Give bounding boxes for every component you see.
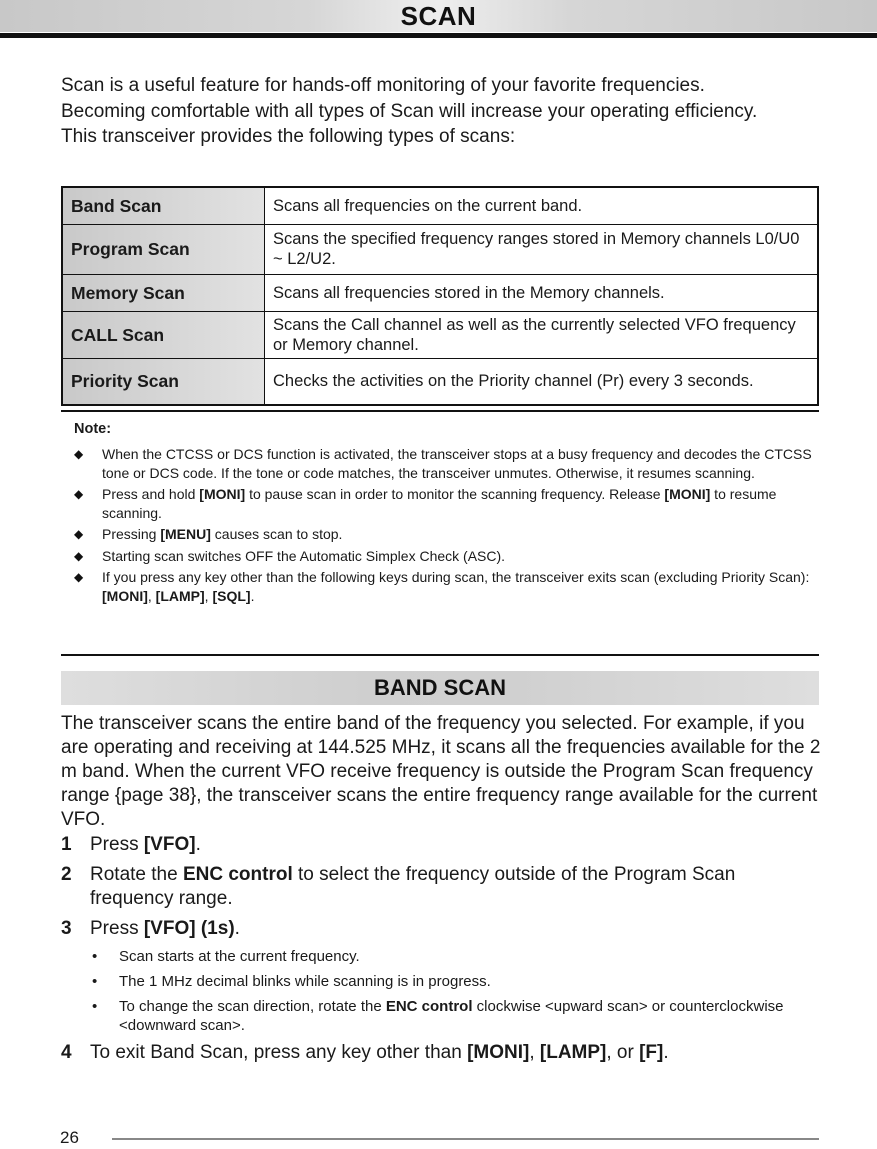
footer-rule xyxy=(112,1138,819,1140)
band-scan-description: The transceiver scans the entire band of the frequency you selected. For example, if you are operating and receiving at 144.525 MHz, it scans all the frequencies available for the 2 m band. When the current VFO receive frequency is outside the Program Scan frequency range {page 38}, the transceiver scans the entire frequency range available for the current VFO. xyxy=(61,713,821,830)
bullet-dot-icon: • xyxy=(92,948,98,965)
list-item xyxy=(74,547,814,566)
step-number: 1 xyxy=(61,834,72,855)
step-number: 4 xyxy=(61,1042,72,1063)
step-text: To exit Band Scan, press any key other than xyxy=(90,1042,468,1063)
intro-paragraph: Becoming comfortable with all types of Scan will increase your operating efficiency. xyxy=(61,100,758,122)
note-text: to pause scan in order to monitor the scanning frequency. Release xyxy=(245,486,665,502)
scan-type-description: Checks the activities on the Priority channel (Pr) every 3 seconds. xyxy=(265,358,819,405)
key-label: [VFO] xyxy=(143,834,196,855)
note-text: If you press any key other than the following keys during scan, the transceiver exits scan (excluding Priority Scan): xyxy=(102,569,810,585)
list-item xyxy=(74,485,814,522)
scan-type-name: Band Scan xyxy=(62,187,265,224)
note-text: . xyxy=(250,587,255,604)
diamond-bullet-icon: ◆ xyxy=(74,548,84,563)
key-label: [MONI] xyxy=(102,587,148,604)
bullet-dot-icon: • xyxy=(92,973,98,990)
note-text: causes scan to stop. xyxy=(210,526,343,542)
table-row xyxy=(62,224,818,274)
note-list xyxy=(74,445,814,608)
list-item xyxy=(74,568,814,605)
key-label: [F] xyxy=(639,1042,664,1063)
key-label: [MONI] xyxy=(199,486,246,502)
scan-type-description: Scans the specified frequency ranges stored in Memory channels L0/U0 ~ L2/U2. xyxy=(265,224,819,274)
intro xyxy=(61,74,821,151)
scan-type-description: Scans all frequencies stored in the Memory channels. xyxy=(265,274,819,311)
scan-type-description: Scans all frequencies on the current band. xyxy=(265,187,819,224)
key-label: [MONI] xyxy=(664,486,711,502)
sub-item xyxy=(90,997,821,1035)
separator: , xyxy=(147,587,156,604)
scan-types-table xyxy=(61,186,819,406)
intro-paragraph: This transceiver provides the following types of scans: xyxy=(61,126,516,147)
diamond-bullet-icon: ◆ xyxy=(74,570,84,584)
sub-list xyxy=(90,947,821,1035)
scan-type-name: Priority Scan xyxy=(62,358,265,405)
step-text: . xyxy=(195,834,201,855)
note-label: Note: xyxy=(74,421,112,437)
key-label: [VFO] xyxy=(143,918,196,939)
step-item xyxy=(61,863,821,911)
step-number: 2 xyxy=(61,864,72,885)
sub-text: To change the scan direction, rotate the xyxy=(119,998,386,1015)
step-item xyxy=(61,1041,821,1065)
key-label: (1s) xyxy=(200,918,235,939)
step-text: Rotate the xyxy=(90,864,183,885)
scan-type-description: Scans the Call channel as well as the currently selected VFO frequency or Memory channel. xyxy=(265,311,819,358)
sub-text: The 1 MHz decimal blinks while scanning is in progress. xyxy=(119,973,491,990)
separator: , xyxy=(204,587,213,604)
key-label: [LAMP] xyxy=(539,1042,607,1063)
separator: , xyxy=(529,1042,540,1063)
table-row xyxy=(62,274,818,311)
note-box xyxy=(61,410,819,656)
section-title: BAND SCAN xyxy=(374,675,506,700)
sub-text: clockwise <upward scan> or counterclockwise <downward scan>. xyxy=(119,998,784,1034)
key-label: [SQL] xyxy=(212,587,251,604)
table-row xyxy=(62,187,818,224)
step-text: to select the frequency outside of the Program Scan frequency range. xyxy=(90,864,736,909)
key-label: ENC control xyxy=(182,864,293,885)
title-rule xyxy=(0,33,877,38)
section-bar xyxy=(61,671,819,705)
table-row xyxy=(62,311,818,358)
diamond-bullet-icon: ◆ xyxy=(74,527,84,541)
title-bar xyxy=(0,0,877,32)
sub-item xyxy=(90,972,821,991)
step-item xyxy=(61,833,821,857)
diamond-bullet-icon: ◆ xyxy=(74,447,84,461)
sub-text: Scan starts at the current frequency. xyxy=(119,948,360,965)
note-text: to resume scanning. xyxy=(102,486,777,521)
step-item xyxy=(61,917,821,1035)
page-number: 26 xyxy=(60,1128,79,1147)
steps-list xyxy=(61,833,821,1071)
key-label: [MONI] xyxy=(467,1042,530,1063)
sub-item xyxy=(90,947,821,966)
separator: , or xyxy=(606,1042,640,1063)
note-text: Press and hold xyxy=(102,486,200,502)
key-label: [LAMP] xyxy=(155,587,205,604)
key-label: [MENU] xyxy=(160,526,211,542)
step-text: . xyxy=(663,1042,669,1063)
note-text: Starting scan switches OFF the Automatic Simplex Check (ASC). xyxy=(102,547,506,564)
list-item xyxy=(74,445,814,482)
note-text: Pressing xyxy=(102,526,161,542)
scan-type-name: Memory Scan xyxy=(62,274,265,311)
diamond-bullet-icon: ◆ xyxy=(74,487,84,501)
key-label: ENC control xyxy=(385,998,473,1015)
step-text: . xyxy=(234,918,240,939)
scan-type-name: Program Scan xyxy=(62,224,265,274)
step-text: Press xyxy=(90,834,144,855)
table-row xyxy=(62,358,818,405)
page-title: SCAN xyxy=(400,1,477,31)
list-item xyxy=(74,525,814,544)
step-text: Press xyxy=(90,918,144,939)
bullet-dot-icon: • xyxy=(92,998,98,1015)
note-text: When the CTCSS or DCS function is activated, the transceiver stops at a busy frequency and decodes the CTCSS tone or DCS code. If the tone or code matches, the transceiver unmutes. Otherwise, it resumes scanning. xyxy=(102,446,812,481)
intro-paragraph: Scan is a useful feature for hands-off monitoring of your favorite frequencies. xyxy=(61,75,705,96)
step-number: 3 xyxy=(61,918,72,939)
scan-type-name: CALL Scan xyxy=(62,311,265,358)
